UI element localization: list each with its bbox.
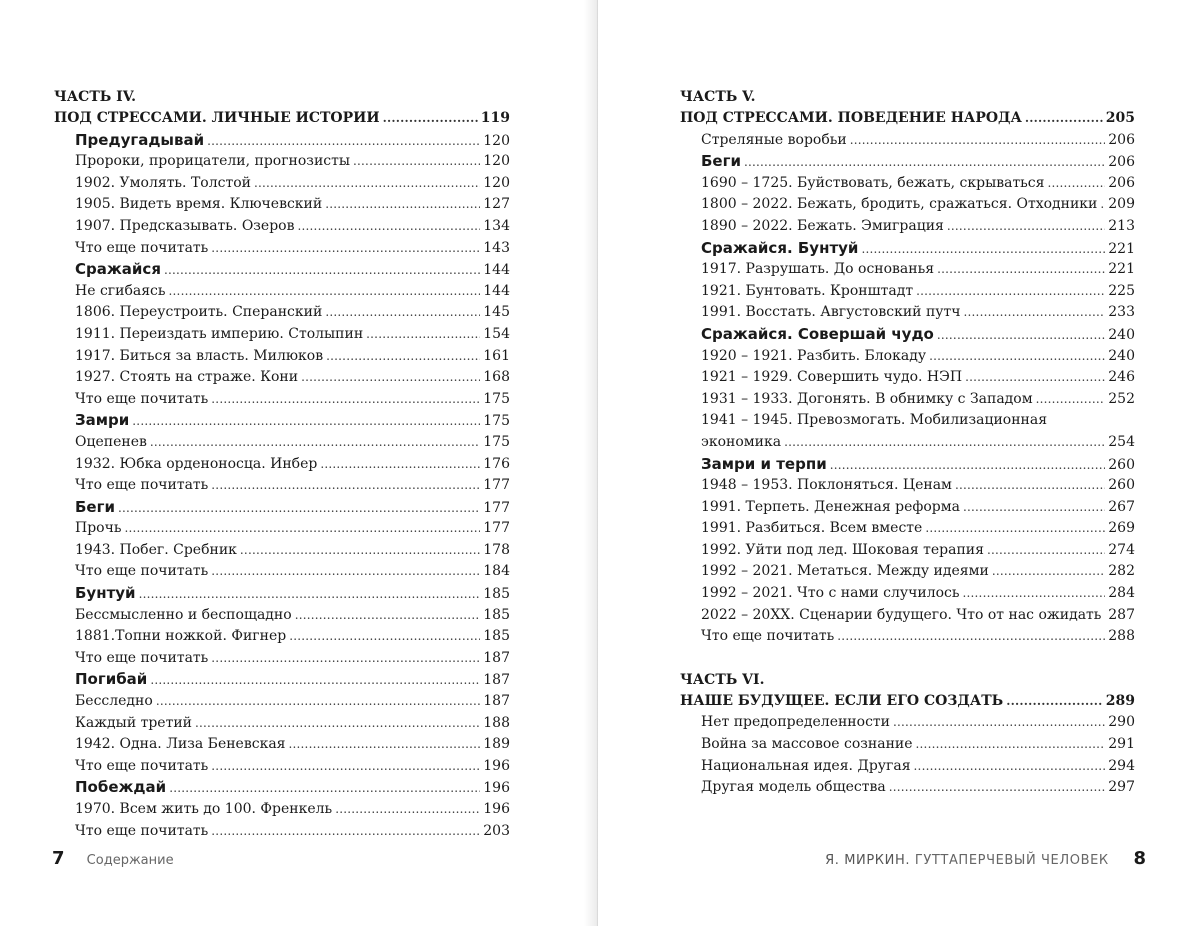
dot-leader bbox=[195, 713, 480, 735]
page-number: 294 bbox=[1108, 757, 1135, 774]
entry-title: Сражайся. Совершай чудо bbox=[701, 324, 934, 343]
dot-leader bbox=[937, 259, 1105, 281]
entry-title: Что еще почитать bbox=[701, 628, 835, 645]
page-number: 187 bbox=[483, 649, 510, 666]
toc-entry bbox=[680, 561, 1135, 583]
dot-leader bbox=[925, 518, 1105, 540]
dot-leader bbox=[295, 605, 481, 627]
toc-section-heading bbox=[54, 497, 510, 519]
toc-entry bbox=[54, 540, 510, 562]
toc-entry bbox=[54, 346, 510, 368]
page-number: 185 bbox=[483, 586, 510, 603]
toc-entry-continuation bbox=[680, 432, 1135, 454]
page-number: 260 bbox=[1108, 477, 1135, 494]
dot-leader bbox=[916, 734, 1106, 756]
page-number: 260 bbox=[1108, 456, 1135, 473]
dot-leader bbox=[335, 799, 480, 821]
entry-title: 1992 – 2021. Что с нами случилось bbox=[701, 585, 960, 602]
dot-leader bbox=[850, 130, 1106, 152]
dot-leader bbox=[132, 411, 480, 433]
entry-title: 1991. Восстать. Августовский путч bbox=[701, 304, 961, 321]
dot-leader bbox=[289, 626, 480, 648]
dot-leader bbox=[353, 151, 480, 173]
footer-left bbox=[52, 848, 174, 869]
toc-entry bbox=[680, 518, 1135, 540]
dot-leader bbox=[207, 131, 480, 153]
entry-title: Предугадывай bbox=[75, 130, 205, 149]
toc-section-heading bbox=[680, 238, 1135, 260]
book-title: ГУТТАПЕРЧЕВЫЙ ЧЕЛОВЕК bbox=[914, 853, 1109, 868]
toc-entry bbox=[680, 605, 1135, 627]
toc-section-heading bbox=[680, 454, 1135, 476]
entry-title: Погибай bbox=[75, 670, 148, 689]
right-page bbox=[598, 0, 1196, 926]
page-number: 145 bbox=[483, 304, 510, 321]
entry-title: 1690 – 1725. Буйствовать, бежать, скрываться bbox=[701, 174, 1045, 191]
dot-leader bbox=[211, 238, 480, 260]
entry-title: Что еще почитать bbox=[75, 477, 209, 494]
dot-leader bbox=[383, 108, 478, 130]
page-number: 184 bbox=[483, 563, 510, 580]
entry-title: 1991. Разбиться. Всем вместе bbox=[701, 520, 923, 537]
dot-leader bbox=[1104, 605, 1105, 627]
dot-leader bbox=[964, 302, 1106, 324]
part-title: ПОД СТРЕССАМИ. ПОВЕДЕНИЕ НАРОДА bbox=[680, 110, 1022, 126]
page-number: 225 bbox=[1108, 282, 1135, 299]
page-number: 284 bbox=[1108, 585, 1135, 602]
page-number: 144 bbox=[483, 282, 510, 299]
page-number: 252 bbox=[1108, 390, 1135, 407]
folio-number: 8 bbox=[1133, 848, 1146, 869]
page-number: 176 bbox=[483, 455, 510, 472]
toc-entry bbox=[680, 712, 1135, 734]
toc-entry bbox=[54, 713, 510, 735]
toc-entry bbox=[680, 173, 1135, 195]
dot-leader bbox=[992, 561, 1105, 583]
toc-entry bbox=[54, 454, 510, 476]
toc-entry bbox=[680, 540, 1135, 562]
dot-leader bbox=[889, 777, 1106, 799]
entry-title: Нет предопределенности bbox=[701, 714, 890, 731]
toc-entry bbox=[54, 281, 510, 303]
toc-section-heading bbox=[54, 130, 510, 152]
page-number: 188 bbox=[483, 714, 510, 731]
page-number: 297 bbox=[1108, 779, 1135, 796]
entry-title: Что еще почитать bbox=[75, 822, 209, 839]
page-number: 240 bbox=[1108, 326, 1135, 343]
dot-leader bbox=[326, 346, 480, 368]
toc-section-heading bbox=[54, 259, 510, 281]
page-number: 196 bbox=[483, 757, 510, 774]
dot-leader bbox=[830, 455, 1106, 477]
dot-leader bbox=[955, 475, 1105, 497]
toc-entry bbox=[54, 389, 510, 411]
entry-title: 1921. Бунтовать. Кронштадт bbox=[701, 282, 914, 299]
page-number: 206 bbox=[1108, 154, 1135, 171]
entry-title: 1927. Стоять на страже. Кони bbox=[75, 369, 299, 386]
entry-title: Национальная идея. Другая bbox=[701, 757, 911, 774]
dot-leader bbox=[164, 260, 480, 282]
entry-title: Оцепенев bbox=[75, 433, 147, 450]
dot-leader bbox=[289, 734, 481, 756]
page-number: 203 bbox=[483, 822, 510, 839]
dot-leader bbox=[947, 216, 1105, 238]
entry-title: Каждый третий bbox=[75, 714, 193, 731]
part-title: ПОД СТРЕССАМИ. ЛИЧНЫЕ ИСТОРИИ bbox=[54, 110, 380, 126]
dot-leader bbox=[169, 281, 481, 303]
page-number: 291 bbox=[1108, 736, 1135, 753]
page-number: 221 bbox=[1108, 240, 1135, 257]
toc-entry bbox=[54, 475, 510, 497]
entry-title: 1890 – 2022. Бежать. Эмиграция bbox=[701, 217, 944, 234]
entry-title: 1917. Разрушать. До основанья bbox=[701, 261, 935, 278]
entry-title: 1932. Юбка орденоносца. Инбер bbox=[75, 455, 318, 472]
toc-entry bbox=[680, 259, 1135, 281]
dot-leader bbox=[893, 712, 1105, 734]
page-number: 175 bbox=[483, 413, 510, 430]
toc-entry bbox=[680, 389, 1135, 411]
entry-title: Беги bbox=[75, 497, 115, 516]
page-number: 119 bbox=[480, 110, 510, 126]
running-title: Содержание bbox=[86, 853, 174, 868]
dot-leader bbox=[1047, 173, 1105, 195]
page-number: 144 bbox=[483, 262, 510, 279]
toc-entry bbox=[54, 605, 510, 627]
page-number: 189 bbox=[483, 736, 510, 753]
entry-title: 1991. Терпеть. Денежная реформа bbox=[701, 498, 960, 515]
part-label: ЧАСТЬ IV. bbox=[54, 89, 137, 105]
dot-leader bbox=[916, 281, 1105, 303]
page-number: 175 bbox=[483, 433, 510, 450]
toc-entry bbox=[54, 561, 510, 583]
dot-leader bbox=[118, 498, 480, 520]
dot-leader bbox=[837, 626, 1105, 648]
page-number: 221 bbox=[1108, 261, 1135, 278]
entry-title: Бесследно bbox=[75, 693, 153, 710]
entry-title: 1905. Видеть время. Ключевский bbox=[75, 196, 323, 213]
toc-entry bbox=[680, 216, 1135, 238]
page-number: 209 bbox=[1108, 196, 1135, 213]
entry-title: Стреляные воробьи bbox=[701, 131, 847, 148]
page-number: 177 bbox=[483, 477, 510, 494]
toc-entry bbox=[680, 497, 1135, 519]
page-number: 175 bbox=[483, 390, 510, 407]
folio-number: 7 bbox=[52, 848, 65, 869]
entry-title: 1941 – 1945. Превозмогать. Мобилизационная bbox=[701, 412, 1048, 429]
dot-leader bbox=[301, 367, 480, 389]
dot-leader bbox=[150, 670, 480, 692]
footer-right bbox=[825, 848, 1146, 869]
dot-leader bbox=[963, 583, 1106, 605]
toc-section-heading bbox=[680, 324, 1135, 346]
toc-entry bbox=[680, 475, 1135, 497]
page-number: 274 bbox=[1108, 541, 1135, 558]
page-number: 127 bbox=[483, 196, 510, 213]
entry-title: 1992. Уйти под лед. Шоковая терапия bbox=[701, 541, 984, 558]
entry-title: Что еще почитать bbox=[75, 563, 209, 580]
toc-right bbox=[680, 86, 1135, 799]
entry-title: Что еще почитать bbox=[75, 390, 209, 407]
entry-title: 1921 – 1929. Совершить чудо. НЭП bbox=[701, 369, 963, 386]
part-title-row bbox=[54, 108, 510, 130]
toc-entry bbox=[680, 302, 1135, 324]
toc-entry bbox=[54, 626, 510, 648]
toc-entry bbox=[54, 432, 510, 454]
page-number: 185 bbox=[483, 628, 510, 645]
toc-entry bbox=[680, 346, 1135, 368]
page-number: 177 bbox=[483, 499, 510, 516]
entry-title: экономика bbox=[701, 433, 782, 450]
toc-section-heading bbox=[680, 151, 1135, 173]
dot-leader bbox=[211, 756, 480, 778]
toc-section-heading bbox=[54, 777, 510, 799]
entry-title: 1920 – 1921. Разбить. Блокаду bbox=[701, 347, 927, 364]
page-number: 134 bbox=[483, 217, 510, 234]
entry-title: 1800 – 2022. Бежать, бродить, сражаться. Отходники bbox=[701, 196, 1098, 213]
toc-entry bbox=[54, 194, 510, 216]
entry-title: Другая модель общества bbox=[701, 779, 886, 796]
page-number: 290 bbox=[1108, 714, 1135, 731]
dot-leader bbox=[987, 540, 1105, 562]
dot-leader bbox=[937, 325, 1105, 347]
toc-entry bbox=[54, 324, 510, 346]
toc-entry bbox=[680, 734, 1135, 756]
entry-title: 1881.Топни ножкой. Фигнер bbox=[75, 628, 287, 645]
dot-leader bbox=[211, 475, 480, 497]
page-number: 206 bbox=[1108, 174, 1135, 191]
page-number: 196 bbox=[483, 780, 510, 797]
page-number: 120 bbox=[483, 153, 510, 170]
entry-title: Бессмысленно и беспощадно bbox=[75, 606, 292, 623]
entry-title: 1806. Переустроить. Сперанский bbox=[75, 304, 323, 321]
entry-title: Что еще почитать bbox=[75, 239, 209, 256]
dot-leader bbox=[965, 367, 1105, 389]
toc-entry bbox=[680, 367, 1135, 389]
toc-entry bbox=[680, 756, 1135, 778]
dot-leader bbox=[1100, 194, 1105, 216]
page-number: 120 bbox=[483, 132, 510, 149]
page-number: 254 bbox=[1108, 433, 1135, 450]
dot-leader bbox=[366, 324, 480, 346]
dot-leader bbox=[169, 778, 480, 800]
dot-leader bbox=[744, 152, 1105, 174]
dot-leader bbox=[325, 302, 480, 324]
dot-leader bbox=[929, 346, 1105, 368]
toc-entry bbox=[680, 777, 1135, 799]
entry-title: 1931 – 1933. Догонять. В обнимку с Западом bbox=[701, 390, 1033, 407]
toc-entry bbox=[54, 518, 510, 540]
toc-entry bbox=[54, 216, 510, 238]
dot-leader bbox=[914, 756, 1106, 778]
page-number: 288 bbox=[1108, 628, 1135, 645]
toc-entry bbox=[54, 756, 510, 778]
toc-entry bbox=[680, 130, 1135, 152]
dot-leader bbox=[1006, 691, 1103, 713]
part-label: ЧАСТЬ V. bbox=[680, 89, 756, 105]
dot-leader bbox=[1036, 389, 1106, 411]
toc-entry bbox=[54, 173, 510, 195]
page-number: 143 bbox=[483, 239, 510, 256]
entry-title: 1917. Биться за власть. Милюков bbox=[75, 347, 324, 364]
entry-title: 1942. Одна. Лиза Беневская bbox=[75, 736, 286, 753]
part-title-row bbox=[680, 691, 1135, 713]
entry-title: Побеждай bbox=[75, 778, 167, 797]
page-number: 168 bbox=[483, 369, 510, 386]
page-number: 233 bbox=[1108, 304, 1135, 321]
dot-leader bbox=[211, 561, 480, 583]
entry-title: Война за массовое сознание bbox=[701, 736, 913, 753]
page-number: 206 bbox=[1108, 131, 1135, 148]
toc-entry bbox=[54, 734, 510, 756]
entry-title: 1970. Всем жить до 100. Френкель bbox=[75, 801, 333, 817]
entry-title: Не сгибаясь bbox=[75, 282, 166, 299]
entry-title: 1911. Переиздать империю. Столыпин bbox=[75, 325, 364, 342]
page-number: 246 bbox=[1108, 369, 1135, 386]
entry-title: Замри bbox=[75, 411, 130, 430]
toc-section-heading bbox=[54, 410, 510, 432]
page-number: 267 bbox=[1108, 498, 1135, 515]
toc-entry bbox=[54, 799, 510, 821]
toc-entry bbox=[680, 583, 1135, 605]
dot-leader bbox=[784, 432, 1105, 454]
page-number: 187 bbox=[483, 693, 510, 710]
toc-section-heading bbox=[54, 583, 510, 605]
toc-entry-list bbox=[680, 712, 1135, 798]
page-number: 120 bbox=[483, 174, 510, 191]
dot-leader bbox=[211, 389, 480, 411]
entry-title: Что еще почитать bbox=[75, 649, 209, 666]
toc-entry bbox=[54, 367, 510, 389]
page-number: 196 bbox=[483, 801, 510, 817]
entry-title: 1902. Умолять. Толстой bbox=[75, 174, 251, 191]
page-number: 161 bbox=[483, 347, 510, 364]
page-number: 289 bbox=[1105, 692, 1135, 709]
dot-leader bbox=[325, 194, 480, 216]
toc-entry-list bbox=[54, 130, 510, 843]
dot-leader bbox=[211, 648, 480, 670]
dot-leader bbox=[963, 497, 1105, 519]
entry-title: Бунтуй bbox=[75, 584, 136, 603]
entry-title: 2022 – 20ХХ. Сценарии будущего. Что от нас ожидать bbox=[701, 606, 1102, 623]
entry-title: Замри и терпи bbox=[701, 454, 827, 473]
entry-title: 1907. Предсказывать. Озеров bbox=[75, 217, 295, 234]
toc-entry bbox=[54, 151, 510, 173]
part-label: ЧАСТЬ VI. bbox=[680, 671, 765, 688]
toc-entry bbox=[54, 238, 510, 260]
toc-left bbox=[54, 86, 510, 842]
dot-leader bbox=[211, 821, 480, 843]
toc-entry-list bbox=[680, 130, 1135, 648]
page-number: 177 bbox=[483, 520, 510, 537]
toc-entry bbox=[680, 281, 1135, 303]
dot-leader bbox=[298, 216, 481, 238]
page-number: 213 bbox=[1108, 217, 1135, 234]
author-name: Я. МИРКИН. bbox=[825, 853, 911, 868]
part-title-row bbox=[680, 108, 1135, 130]
page-number: 178 bbox=[483, 541, 510, 558]
entry-title: 1943. Побег. Сребник bbox=[75, 541, 237, 558]
entry-title: Пророки, прорицатели, прогнозисты bbox=[75, 153, 351, 170]
entry-title: 1992 – 2021. Метаться. Между идеями bbox=[701, 563, 989, 580]
toc-entry bbox=[54, 691, 510, 713]
page-number: 287 bbox=[1108, 606, 1135, 623]
dot-leader bbox=[861, 239, 1105, 261]
entry-title: 1948 – 1953. Поклоняться. Ценам bbox=[701, 477, 952, 494]
dot-leader bbox=[320, 454, 480, 476]
toc-entry bbox=[680, 626, 1135, 648]
page-number: 187 bbox=[483, 672, 510, 689]
page-number: 205 bbox=[1105, 110, 1135, 126]
toc-entry bbox=[54, 821, 510, 843]
dot-leader bbox=[156, 691, 480, 713]
part-spacer bbox=[680, 648, 1135, 669]
page-number: 154 bbox=[483, 325, 510, 342]
toc-section-heading bbox=[54, 669, 510, 691]
part-title: НАШЕ БУДУЩЕЕ. ЕСЛИ ЕГО СОЗДАТЬ bbox=[680, 692, 1004, 709]
dot-leader bbox=[254, 173, 480, 195]
entry-title: Сражайся bbox=[75, 260, 161, 279]
dot-leader bbox=[240, 540, 480, 562]
toc-entry bbox=[54, 648, 510, 670]
dot-leader bbox=[124, 518, 480, 540]
toc-entry bbox=[54, 302, 510, 324]
dot-leader bbox=[1025, 108, 1103, 130]
page-number: 240 bbox=[1108, 347, 1135, 364]
toc-entry bbox=[680, 410, 1135, 432]
page-number: 269 bbox=[1108, 520, 1135, 537]
dot-leader bbox=[139, 584, 481, 606]
dot-leader bbox=[150, 432, 480, 454]
entry-title: Прочь bbox=[75, 520, 122, 537]
toc-entry bbox=[680, 194, 1135, 216]
page-number: 282 bbox=[1108, 563, 1135, 580]
page-number: 185 bbox=[483, 606, 510, 623]
entry-title: Сражайся. Бунтуй bbox=[701, 238, 859, 257]
entry-title: Беги bbox=[701, 152, 741, 171]
entry-title: Что еще почитать bbox=[75, 757, 209, 774]
